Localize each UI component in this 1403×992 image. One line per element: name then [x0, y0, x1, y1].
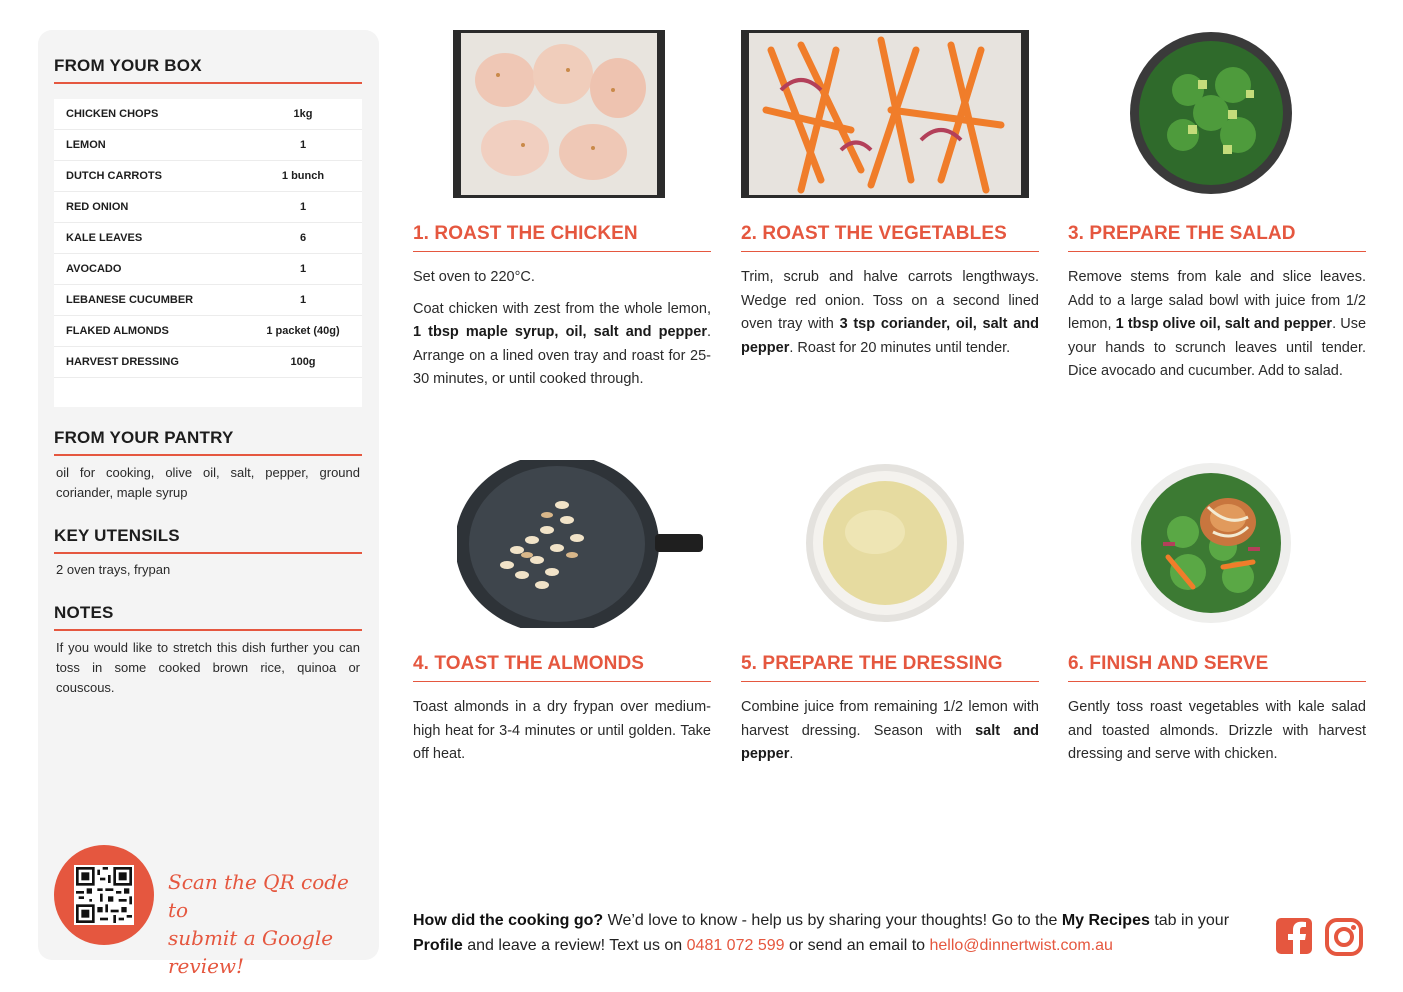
step-6-title: 6. FINISH AND SERVE [1068, 653, 1366, 682]
step-5-instructions [741, 696, 1039, 775]
qr-line-2: submit a Google review! [168, 926, 334, 978]
step-3 [1068, 30, 1366, 430]
ingredient-row [54, 347, 362, 378]
ingredient-name: HARVEST DRESSING [66, 356, 179, 368]
instruction-text: Gently toss roast vegetables with kale salad and toasted almonds. Drizzle with harvest dressing and serve with chicken. [1068, 699, 1366, 762]
step-4-title: 4. TOAST THE ALMONDS [413, 653, 711, 682]
phone-link[interactable]: 0481 072 599 [686, 937, 785, 954]
pantry-text: oil for cooking, olive oil, salt, pepper, ground coriander, maple syrup [56, 465, 360, 500]
notes-heading: NOTES [54, 603, 114, 622]
ingredient-row [54, 316, 362, 347]
instruction-text: Coat chicken with zest from the whole lemon, [413, 300, 711, 317]
heading-rule [54, 629, 362, 631]
qr-line-1: Scan the QR code to [168, 870, 349, 922]
ingredient-row [54, 161, 362, 192]
step-3-title: 3. PREPARE THE SALAD [1068, 223, 1366, 252]
step-2 [741, 30, 1039, 430]
qr-badge[interactable] [54, 845, 154, 945]
footer-text: and leave a review! Text us on [462, 937, 687, 954]
kale-salad-photo [1128, 30, 1294, 196]
ingredient-name: AVOCADO [66, 263, 122, 275]
key-utensils-heading: KEY UTENSILS [54, 526, 180, 545]
footer-text: or send an email to [784, 937, 930, 954]
toasted-almonds-photo [457, 460, 707, 628]
ingredients-sidebar [38, 30, 379, 978]
instruction-text: . [789, 746, 794, 762]
qr-instruction [168, 868, 368, 980]
instruction-paragraph [1068, 696, 1366, 767]
footer-text: tab in your [1149, 912, 1230, 929]
ingredient-row [54, 192, 362, 223]
step-5 [741, 460, 1039, 780]
instruction-text: Trim, scrub and halve carrots lengthways. Wedge red onion. Toss on a second lined oven tray with [741, 269, 1039, 332]
utensils-text: 2 oven trays, frypan [56, 562, 171, 577]
instruction-paragraph [741, 696, 1039, 767]
instruction-text: Combine juice from remaining 1/2 lemon with harvest dressing. Season with [741, 699, 1039, 739]
step-1-title: 1. ROAST THE CHICKEN [413, 223, 711, 252]
qr-code-icon[interactable] [74, 865, 134, 925]
footer-text: We’d love to know - help us by sharing your thoughts! Go to the [603, 912, 1062, 929]
instruction-text: . Use your hands to scrunch leaves until tender. Dice avocado and cucumber. Add to salad. [1068, 316, 1367, 379]
instruction-text: . Roast for 20 minutes until tender. [789, 339, 1011, 356]
instruction-emphasis: 1 tbsp olive oil, salt and pepper [1115, 316, 1333, 332]
step-2-title: 2. ROAST THE VEGETABLES [741, 223, 1039, 252]
step-6-instructions [1068, 696, 1366, 775]
instruction-text: Set oven to 220°C. [413, 269, 535, 285]
ingredient-row [54, 254, 362, 285]
instruction-emphasis: 1 tbsp maple syrup, oil, salt and pepper [413, 324, 707, 340]
ingredient-name: LEBANESE CUCUMBER [66, 294, 194, 306]
ingredient-name: DUTCH CARROTS [66, 170, 162, 182]
instruction-paragraph [413, 266, 711, 290]
instruction-paragraph [1068, 266, 1366, 384]
ingredient-qty: 1 [299, 139, 307, 151]
ingredient-row [54, 285, 362, 316]
heading-rule [54, 454, 362, 456]
ingredient-row [54, 130, 362, 161]
instagram-icon[interactable] [1325, 918, 1363, 956]
step-5-title: 5. PREPARE THE DRESSING [741, 653, 1039, 682]
roast-vegetables-photo [741, 30, 1029, 198]
ingredient-row [54, 99, 362, 130]
box-ingredients-table [54, 99, 362, 407]
ingredient-name: RED ONION [66, 201, 129, 213]
finished-dish-photo [1128, 462, 1294, 624]
step-1 [413, 30, 711, 430]
my-recipes-link[interactable]: My Recipes [1061, 912, 1150, 929]
step-4 [413, 460, 711, 780]
step-6 [1068, 460, 1366, 780]
heading-rule [54, 82, 362, 84]
instruction-emphasis: salt and pepper [741, 722, 1040, 762]
instruction-paragraph [413, 696, 711, 767]
step-2-instructions [741, 266, 1039, 368]
step-4-instructions [413, 696, 711, 775]
heading-rule [54, 552, 362, 554]
facebook-icon[interactable] [1276, 918, 1312, 954]
notes-text: If you would like to stretch this dish further you can toss in some cooked brown rice, quinoa or couscous. [56, 640, 360, 695]
instruction-text: Remove stems from kale and slice leaves. Add to a large salad bowl with juice from 1/2 lemon, [1068, 269, 1366, 332]
ingredient-qty: 6 [299, 232, 307, 244]
ingredient-name: LEMON [66, 139, 106, 151]
ingredient-qty: 100g [290, 356, 316, 368]
instruction-paragraph [413, 298, 711, 392]
harvest-dressing-photo [805, 462, 965, 624]
ingredient-name: FLAKED ALMONDS [66, 325, 169, 337]
ingredient-qty: 1kg [293, 108, 313, 120]
from-your-pantry-heading: FROM YOUR PANTRY [54, 428, 234, 447]
step-3-instructions [1068, 266, 1366, 392]
instruction-emphasis: 3 tsp coriander, oil, salt and pepper [741, 316, 1039, 356]
profile-link[interactable]: Profile [413, 937, 463, 954]
ingredient-qty: 1 packet (40g) [266, 325, 340, 337]
instruction-text: Toast almonds in a dry frypan over medium-high heat for 3-4 minutes or until golden. Take off heat. [413, 699, 711, 762]
ingredient-qty: 1 [299, 263, 307, 275]
ingredient-qty: 1 [299, 294, 307, 306]
review-footer [413, 908, 1263, 958]
footer-lead: How did the cooking go? [413, 912, 604, 929]
ingredient-qty: 1 bunch [281, 170, 325, 182]
ingredient-name: KALE LEAVES [66, 232, 143, 244]
step-1-instructions [413, 266, 711, 400]
email-link[interactable]: hello@dinnertwist.com.au [929, 937, 1113, 954]
instruction-text: . Arrange on a lined oven tray and roast for 25-30 minutes, or until cooked through. [413, 324, 711, 387]
ingredient-row [54, 223, 362, 254]
ingredient-qty: 1 [299, 201, 307, 213]
ingredient-name: CHICKEN CHOPS [66, 108, 159, 120]
roast-chicken-photo [453, 30, 665, 198]
from-your-box-heading: FROM YOUR BOX [54, 56, 202, 75]
instruction-paragraph [741, 266, 1039, 360]
